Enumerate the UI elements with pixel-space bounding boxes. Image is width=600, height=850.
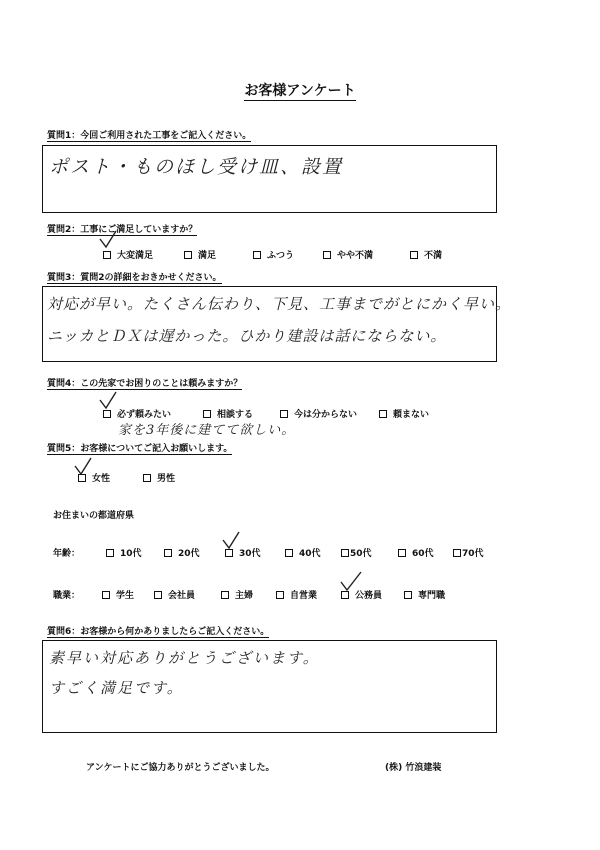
question-5-label: 質問5：お客様についてご記入お願いします。 (47, 444, 233, 454)
checkbox-icon (404, 591, 412, 599)
q4-option-consult[interactable]: 相談する (203, 407, 253, 420)
q5-option-male[interactable]: 男性 (143, 471, 175, 484)
age-option-40s[interactable]: 40代 (285, 546, 321, 559)
job-option-office-worker[interactable]: 会社員 (154, 588, 195, 601)
job-option-housewife[interactable]: 主婦 (221, 588, 253, 601)
question-1-label: 質問1：今回ご利用された工事をご記入ください。 (47, 131, 252, 141)
age-option-50s[interactable]: 50代 (341, 546, 372, 559)
checkbox-icon (323, 251, 331, 259)
checkbox-icon (276, 591, 284, 599)
q2-option-dissatisfied[interactable]: 不満 (410, 248, 442, 261)
checkbox-icon (253, 251, 261, 259)
question-1-answer: ポスト・ものほし受け皿、設置 (49, 156, 344, 178)
question-3-answer-line-1: 対応が早い。たくさん伝わり、下見、工事までがとにかく早い。 (47, 295, 512, 313)
question-6-answer-line-1: 素早い対応ありがとうございます。 (49, 649, 320, 667)
question-6-label: 質問6：お客様から何かありましたらご記入ください。 (47, 627, 270, 637)
q2-option-very-satisfied[interactable]: 大変満足 (103, 248, 153, 261)
question-3-answer-box[interactable] (42, 286, 512, 362)
checkbox-icon (154, 591, 162, 599)
job-label: 職業： (53, 591, 81, 601)
age-option-60s[interactable]: 60代 (398, 546, 434, 559)
question-4-note: 家を3年後に建てて欲しい。 (118, 423, 296, 438)
q5-option-female[interactable]: 女性 (78, 471, 110, 484)
q4-option-no[interactable]: 頼まない (379, 407, 429, 420)
q4-option-not-sure[interactable]: 今は分からない (280, 407, 357, 420)
job-option-student[interactable]: 学生 (102, 588, 134, 601)
check-mark-icon (339, 570, 363, 594)
question-2-label: 質問2：工事にご満足していますか？ (47, 225, 198, 235)
check-mark-icon (98, 229, 118, 251)
age-option-70s[interactable]: 70代 (453, 546, 484, 559)
checkbox-icon (102, 591, 110, 599)
checkbox-icon (221, 591, 229, 599)
q2-option-satisfied[interactable]: 満足 (184, 248, 216, 261)
check-mark-icon (98, 390, 118, 412)
checkbox-icon (164, 549, 172, 557)
checkbox-icon (453, 549, 461, 557)
q2-option-somewhat-dissatisfied[interactable]: やや不満 (323, 248, 373, 261)
q4-option-definitely[interactable]: 必ず頼みたい (103, 407, 171, 420)
job-option-self-employed[interactable]: 自営業 (276, 588, 317, 601)
company-name: (株) 竹浪建装 (385, 763, 442, 773)
age-label: 年齢： (53, 549, 81, 559)
question-6-answer-line-2: すごく満足です。 (49, 679, 184, 697)
question-1-answer-box[interactable] (42, 145, 497, 213)
age-option-30s[interactable]: 30代 (225, 546, 261, 559)
job-option-specialist[interactable]: 専門職 (404, 588, 445, 601)
question-6-answer-box[interactable] (42, 640, 497, 733)
check-mark-icon (73, 456, 93, 478)
thanks-message: アンケートにご協力ありがとうございました。 (86, 763, 275, 773)
check-mark-icon (221, 530, 241, 552)
question-3-label: 質問3：質問2の詳細をおきかせください。 (47, 273, 222, 283)
checkbox-icon (379, 410, 387, 418)
question-3-answer-line-2: ニッカとＤＸは遅かった。ひかり建設は話にならない。 (47, 327, 447, 345)
question-4-label: 質問4：この先家でお困りのことは頼みますか？ (47, 379, 243, 389)
checkbox-icon (103, 251, 111, 259)
prefecture-label: お住まいの都道府県 (53, 511, 135, 521)
q2-option-average[interactable]: ふつう (253, 248, 294, 261)
checkbox-icon (285, 549, 293, 557)
checkbox-icon (398, 549, 406, 557)
age-option-20s[interactable]: 20代 (164, 546, 200, 559)
age-option-10s[interactable]: 10代 (106, 546, 142, 559)
checkbox-icon (143, 474, 151, 482)
checkbox-icon (410, 251, 418, 259)
checkbox-icon (341, 549, 349, 557)
checkbox-icon (203, 410, 211, 418)
survey-title: お客様アンケート (244, 83, 356, 99)
checkbox-icon (280, 410, 288, 418)
job-option-civil-servant[interactable]: 公務員 (341, 588, 382, 601)
checkbox-icon (184, 251, 192, 259)
checkbox-icon (106, 549, 114, 557)
